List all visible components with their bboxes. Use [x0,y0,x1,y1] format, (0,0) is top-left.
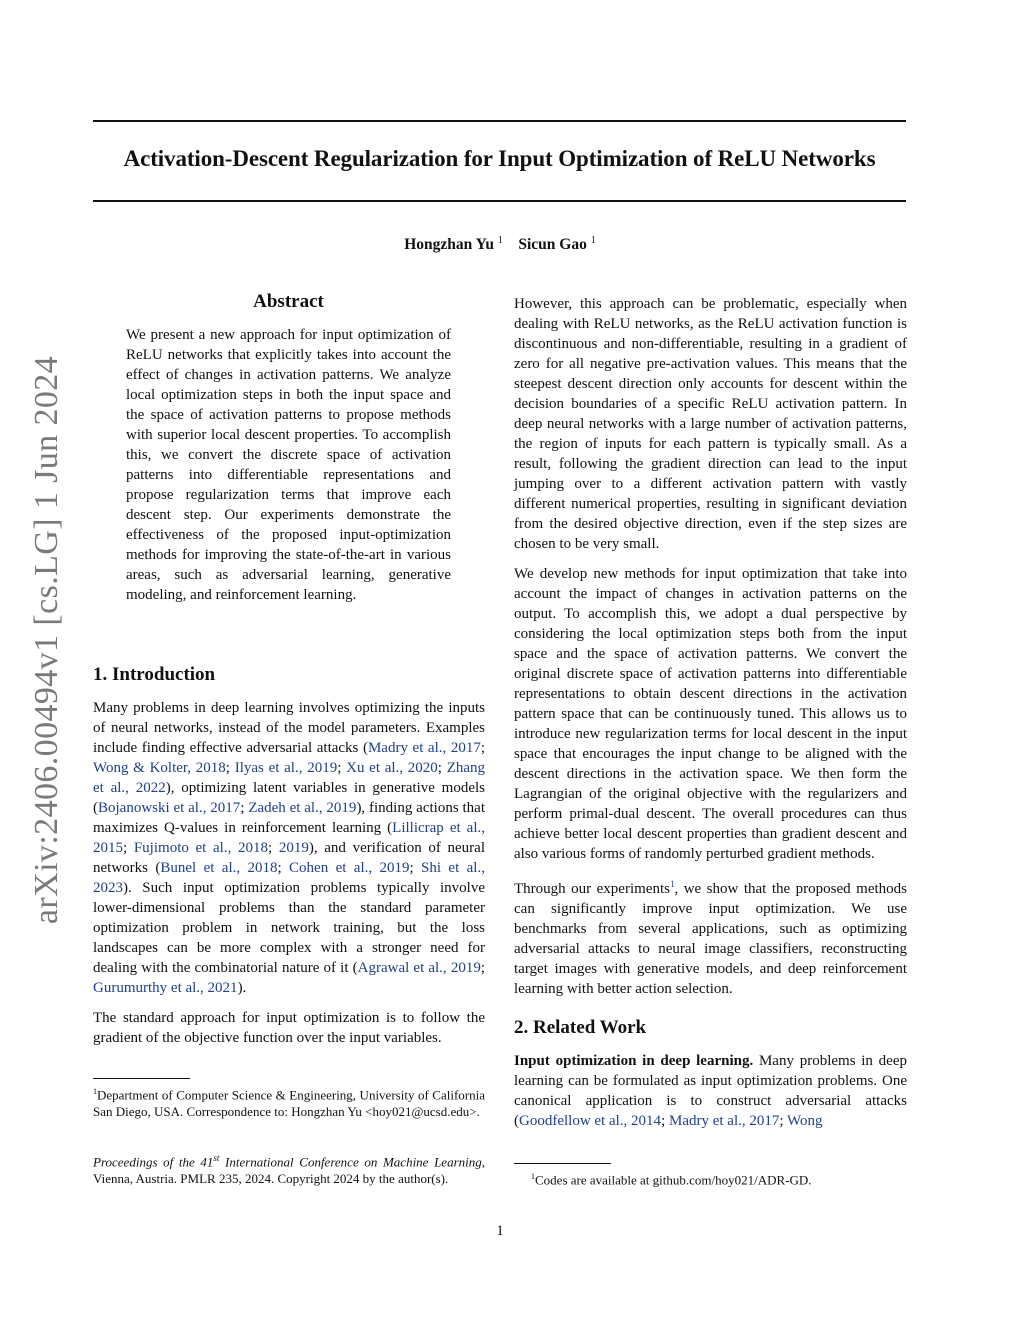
text-run: Many problems in deep learning can be formulated as input optimization problems. One canonical application is to construct adversarial attacks ( [514,1053,907,1129]
proceedings-note [93,1150,485,1187]
text-run: , we show that the proposed methods can significantly improve input optimization. We use benchmarks from several applications, such as optimizing adversarial attacks to neural image classifiers, reconstructing target images with generative models, and deep reinforcement learning with better action selection. [514,881,907,997]
text-run: ; [123,840,134,856]
section-heading-related-work: 2. Related Work [514,1017,647,1038]
footnote-mark: 1 [531,1172,535,1181]
citation-link[interactable]: Shi et al., 2023 [93,860,485,896]
right-column [514,294,907,1141]
intro-paragraph-2: The standard approach for input optimization is to follow the gradient of the objective function over the input variables. [93,1010,485,1046]
citation-link[interactable]: Madry et al., 2017 [668,1113,780,1129]
author-name: Hongzhan Yu [404,236,494,254]
related-paragraph-1 [514,1051,907,1131]
text-run: ; [409,860,422,876]
text-run: ). Such input optimization problems typically involve lower-dimensional problems than the standard parameter optimization problem in network training, but the loss landscapes can be more complex with a stronger need for dealing with the combinatorial nature of it ( [93,880,485,976]
text-run: ; [437,760,447,776]
paper-title: Activation-Descent Regularization for Input Optimization of ReLU Networks [123,146,876,171]
text-run: Many problems in deep learning involves optimizing the inputs of neural networks, instead of the model parameters. Examples include finding effective adversarial attacks ( [93,700,485,756]
right-paragraph-1: However, this approach can be problematic, especially when dealing with ReLU networks, as the ReLU activation function is discontinuous and non-differentiable, resulting in a gradient of zero for all negative pre-activation values. This means that the steepest descent direction only accounts for descent within the decision boundaries of a specific ReLU activation pattern. In deep neural networks with a large number of activation patterns, the region of inputs for each pattern is typically small. As a result, following the gradient direction can lead to the input jumping over to a different activation pattern with vastly different numerical properties, resulting in significant deviation from the desired objective direction, even if the step sizes are chosen to be very small. [514,296,907,552]
citation-link[interactable]: 2019 [278,840,309,856]
code-footnote [531,1168,907,1188]
text-run: ), and verification of neural networks ( [93,840,486,876]
abstract-heading: Abstract [253,291,324,312]
author-list [0,235,1000,254]
author-name: Sicun Gao [518,236,587,254]
text-run: ; [480,740,485,756]
citation-link[interactable]: Xu et al., 2020 [346,760,438,776]
text-run: ; [268,840,279,856]
footnote-link[interactable]: 1 [669,879,675,889]
footnote-mark: 1 [93,1087,97,1096]
footnote-text: Department of Computer Science & Engineering, University of California San Diego, USA. Correspondence to: Hongzhan Yu <hoy021@ucsd.edu>. [93,1087,485,1120]
footnote-text: Codes are available at github.com/hoy021/ADR-GD. [535,1172,812,1188]
proceedings-italic: Proceedings of the 41 [93,1154,214,1170]
footnote-rule-left [93,1078,190,1079]
section-heading-introduction: 1. Introduction [93,664,216,685]
text-run: ; [240,800,249,816]
affiliation-footnote [93,1083,485,1120]
text-run: ; [337,760,347,776]
text-run: ; [779,1113,788,1129]
proceedings-sup: st [213,1153,220,1163]
text-run: Through our experiments [514,881,670,897]
text-run: ; [661,1113,669,1129]
right-paragraph-2: We develop new methods for input optimization that take into account the impact of changes in activation patterns on the output. To accomplish this, we adopt a dual perspective by considering the local optimization steps both from the input space and the space of activation patterns. We convert the original discrete space of activation patterns into differentiable representations to obtain descent directions in the activation pattern space that can be continuously tuned. This allows us to introduce new regularization terms for local descent in the input space that encourages the input change to be aligned with the descent directions in the activation space. We then form the Lagrangian of the original objective with the regularizers and perform primal-dual descent. The overall procedures can thus achieve better local descent properties than gradient descent and also various forms of randomly perturbed gradient methods. [514,566,907,862]
citation-link[interactable]: Bunel et al., 2018 [160,860,278,876]
citation-link[interactable]: Wong & Kolter, 2018 [93,760,226,776]
text-run: ), optimizing latent variables in generative models ( [93,780,485,816]
page-number: 1 [496,1223,504,1239]
abstract-text: We present a new approach for input optimization of ReLU networks that explicitly takes into account the effect of changes in activation patterns. We analyze local optimization steps in both the input space and the space of activation patterns to propose methods with superior local descent properties. To accomplish this, we convert the discrete space of activation patterns into differentiable representations and propose regularization terms that improve each descent step. Our experiments demonstrate the effectiveness of the proposed input-optimization methods for improving the state-of-the-art in various areas, such as adversarial learning, generative modeling, and reinforcement learning. [126,327,451,603]
intro-paragraph-1 [93,698,485,998]
citation-link[interactable]: Goodfellow et al., 2014 [519,1113,662,1129]
citation-link[interactable]: Ilyas et al., 2019 [234,760,338,776]
proceedings-text: , Vienna, Austria. PMLR 235, 2024. Copyright 2024 by the author(s). [93,1154,485,1187]
author-affil-mark: 1 [590,235,596,246]
title-top-rule [93,120,906,122]
text-run: ), finding actions that maximizes Q-values in reinforcement learning ( [93,800,485,836]
proceedings-italic: International Conference on Machine Learning [219,1154,482,1170]
citation-link[interactable]: Wong [787,1113,823,1129]
citation-link[interactable]: Fujimoto et al., 2018 [133,840,268,856]
right-paragraph-3 [514,874,907,999]
citation-link[interactable]: Cohen et al., 2019 [289,860,410,876]
citation-link[interactable]: Madry et al., 2017 [367,740,481,756]
footnote-rule-right [514,1163,611,1164]
citation-link[interactable]: Zadeh et al., 2019 [248,800,357,816]
text-run: ; [480,960,485,976]
left-column [93,662,485,1058]
paragraph-lead: Input optimization in deep learning. [514,1053,754,1069]
author-affil-mark: 1 [497,235,503,246]
text-run: ; [225,760,235,776]
citation-link[interactable]: Lillicrap et al., 2015 [93,820,485,856]
citation-link[interactable]: Gurumurthy et al., 2021 [93,980,238,996]
citation-link[interactable]: Bojanowski et al., 2017 [98,800,241,816]
text-run: ; [277,860,290,876]
arxiv-watermark: arXiv:2406.00494v1 [cs.LG] 1 Jun 2024 [28,355,65,925]
citation-link[interactable]: Agrawal et al., 2019 [357,960,481,976]
citation-link[interactable]: Zhang et al., 2022 [93,760,486,796]
title-bottom-rule [93,200,906,202]
text-run: ). [237,980,247,996]
